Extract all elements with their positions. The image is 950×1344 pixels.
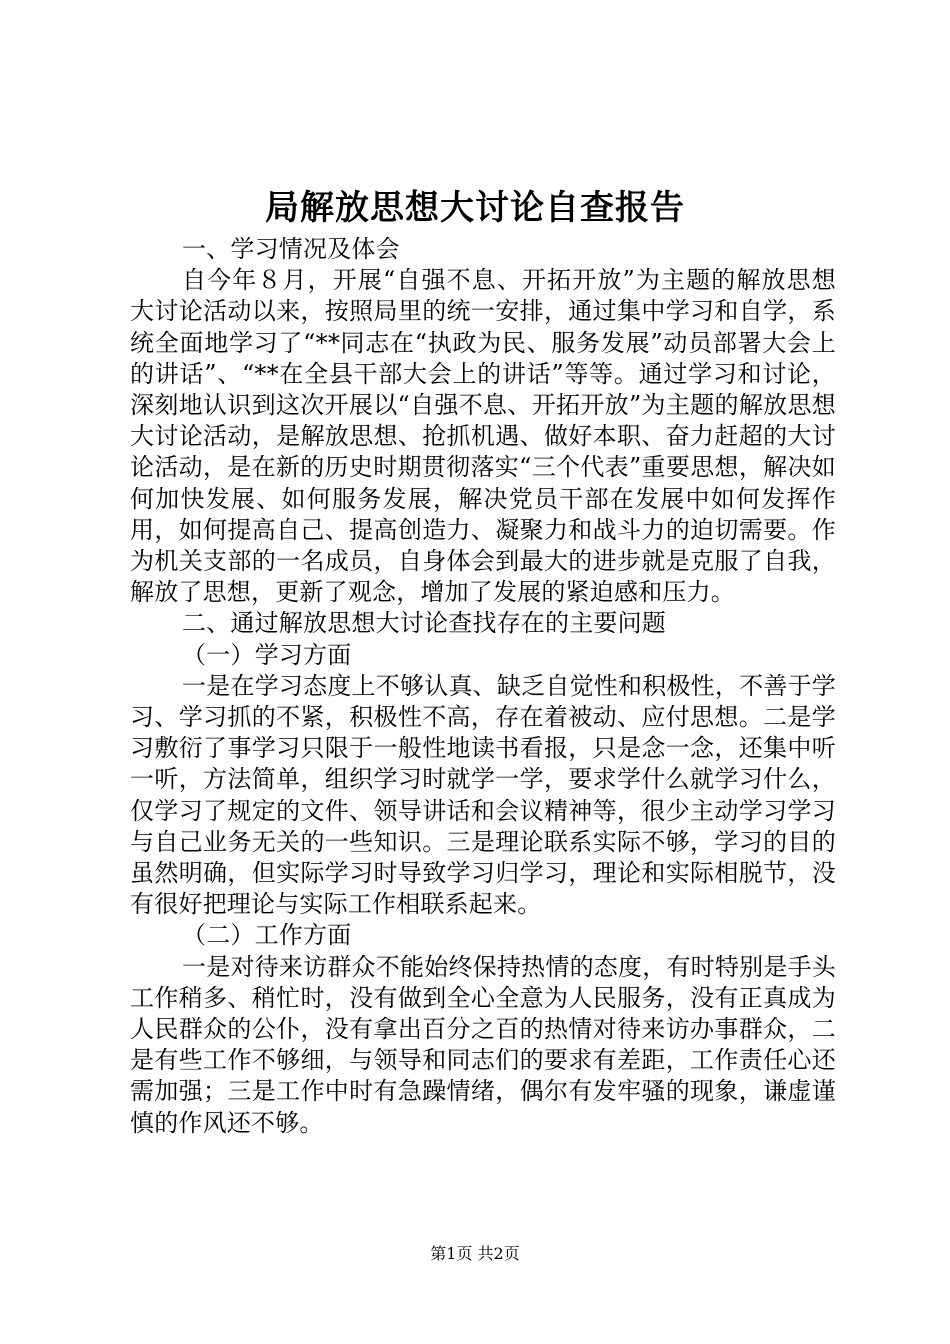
document-body <box>130 234 836 1139</box>
section-heading-2: 二、通过解放思想大讨论查找存在的主要问题 <box>182 609 666 638</box>
subsection-heading-2: （二）工作方面 <box>182 921 352 950</box>
body-paragraph-2: 一是在学习态度上不够认真、缺乏自觉性和积极性，不善于学习、学习抓的不紧，积极性不高，存在着被动、应付思想。二是学习敷衍了事学习只限于一般性地读书看报，只是念一念，还集中听一听，方法简单，组织学习时就学一学，要求学什么就学习什么，仅学习了规定的文件、领导讲话和会议精神等，很少主动学习学习与自己业务无关的一些知识。三是理论联系实际不够，学习的目的虽然明确，但实际学习时导致学习归学习，理论和实际相脱节，没有很好把理论与实际工作相联系起来。 <box>130 671 836 919</box>
page-footer: 第1页 共2页 <box>430 1244 520 1263</box>
section-heading-1: 一、学习情况及体会 <box>182 235 400 263</box>
document-title: 局解放思想大讨论自查报告 <box>265 188 685 228</box>
body-paragraph-1: 自今年８月，开展“自强不息、开拓开放”为主题的解放思想大讨论活动以来，按照局里的统一安排，通过集中学习和自学，系统全面地学习了“**同志在“执政为民、服务发展”动员部署大会上的讲话”、“**在全县干部大会上的讲话”等等。通过学习和讨论，深刻地认识到这次开展以“自强不息、开拓开放”为主题的解放思想大讨论活动，是解放思想、抢抓机遇、做好本职、奋力赶超的大讨论活动，是在新的历史时期贯彻落实“三个代表”重要思想，解决如何加快发展、如何服务发展，解决党员干部在发展中如何发挥作用，如何提高自己、提高创造力、凝聚力和战斗力的迫切需要。作为机关支部的一名成员，自身体会到最大的进步就是克服了自我，解放了思想，更新了观念，增加了发展的紧迫感和压力。 <box>130 266 836 607</box>
body-paragraph-3: 一是对待来访群众不能始终保持热情的态度，有时特别是手头工作稍多、稍忙时，没有做到全心全意为人民服务，没有正真成为人民群众的公仆，没有拿出百分之百的热情对待来访办事群众，二是有些工作不够细，与领导和同志们的要求有差距，工作责任心还需加强；三是工作中时有急躁情绪，偶尔有发牢骚的现象，谦虚谨慎的作风还不够。 <box>130 952 836 1137</box>
subsection-heading-1: （一）学习方面 <box>182 640 352 669</box>
